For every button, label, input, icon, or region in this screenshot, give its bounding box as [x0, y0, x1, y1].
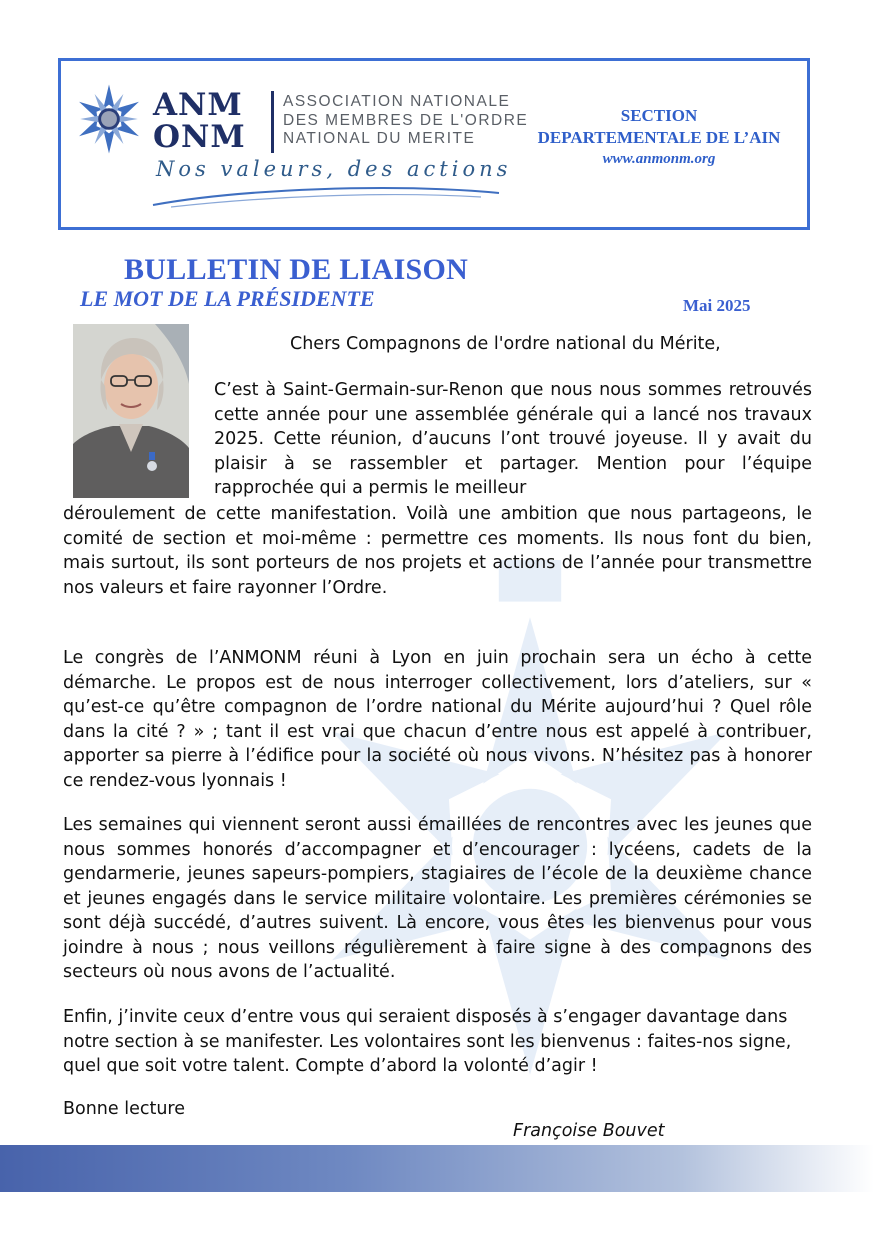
paragraph-volunteers: Enfin, j’invite ceux d’entre vous qui seraient disposés à s’engager davantage dans notre section à se manifester. Les volontaires sont les bienvenus : faites-nos signe, quel que soit votre talent. Compte d’abord la volonté d’agir !	[63, 1007, 792, 1076]
logo-acronym-line1: ANM	[153, 87, 243, 123]
paragraph-youth-meetings: Les semaines qui viennent seront aussi émaillées de rencontres avec les jeunes que nous sommes honorés d’accompagner et d’encourager : lycéens, cadets de la gendarmerie, jeunes sapeurs-pompiers, stagiaires de l’école de la deuxième chance et jeunes engagés dans le service militaire volontaire. Les premières cérémonies se sont déjà succédé, d’autres suivent. Là encore, vous êtes les bienvenus pour vous joindre à nous ; nous veillons régulièrement à faire signe à des compagnons des secteurs où nous avons de l’actualité.	[63, 815, 812, 982]
letter-greeting: Chers Compagnons de l'ordre national du Mérite,	[290, 334, 721, 354]
logo-slogan: Nos valeurs, des actions	[156, 157, 512, 181]
logo-assoc-line1: ASSOCIATION NATIONALE	[283, 93, 511, 110]
section-line1: SECTION	[620, 106, 698, 125]
header-box	[58, 58, 810, 230]
portrait-illustration	[73, 324, 189, 498]
section-line2: DEPARTEMENTALE DE L’AIN	[537, 128, 781, 147]
issue-date: Mai 2025	[683, 296, 751, 315]
logo-assoc-line2: DES MEMBRES DE L'ORDRE	[283, 111, 529, 129]
logo-divider	[271, 91, 274, 153]
paragraph-1-intro: C’est à Saint-Germain-sur-Renon que nous nous sommes retrouvés cette année pour une assemblée générale qui a lancé nos travaux 2025. Cette réunion, d’aucuns l’ont trouvé joyeuse. Il y avait du plaisir à se rassembler et partager. Mention pour l’équipe rapprochée qui a permis le meilleur	[214, 380, 812, 498]
logo-assoc-line3: NATIONAL DU MERITE	[283, 130, 476, 147]
closing-line: Bonne lecture	[63, 1099, 186, 1119]
logo-swoosh-icon	[151, 179, 501, 209]
logo-association-name	[283, 93, 528, 149]
section-info	[513, 105, 805, 169]
website-link[interactable]: www.anmonm.org	[602, 151, 716, 167]
order-star-logo-icon	[73, 83, 145, 155]
logo-acronym	[153, 89, 246, 153]
paragraph-congress: Le congrès de l’ANMONM réuni à Lyon en juin prochain sera un écho à cette démarche. Le propos est de nous interroger collectivement, lors d’ateliers, sur « qu’est-ce qu’être compagnon de l’ordre national du Mérite aujourd’hui ? Quel rôle dans la cité ? » ; tant il est vrai que chacun d’entre nous est appelé à contribuer, apporter sa pierre à l’édifice pour la société où nous vivons. N’hésitez pas à honorer ce rendez-vous lyonnais !	[63, 648, 812, 791]
bulletin-title: BULLETIN DE LIAISON	[124, 253, 469, 286]
president-photo	[73, 324, 189, 498]
logo-acronym-line2: ONM	[153, 119, 246, 155]
paragraph-1-continued: déroulement de cette manifestation. Voilà une ambition que nous partageons, le comité de section et moi-même : permettre ces moments. Ils nous font du bien, mais surtout, ils sont porteurs de nos projets et actions de l’année pour transmettre nos valeurs et faire rayonner l’Ordre.	[63, 504, 812, 598]
signature: Françoise Bouvet	[513, 1121, 665, 1141]
footer-band	[0, 1145, 874, 1192]
president-word-title: LE MOT DE LA PRÉSIDENTE	[80, 286, 375, 311]
